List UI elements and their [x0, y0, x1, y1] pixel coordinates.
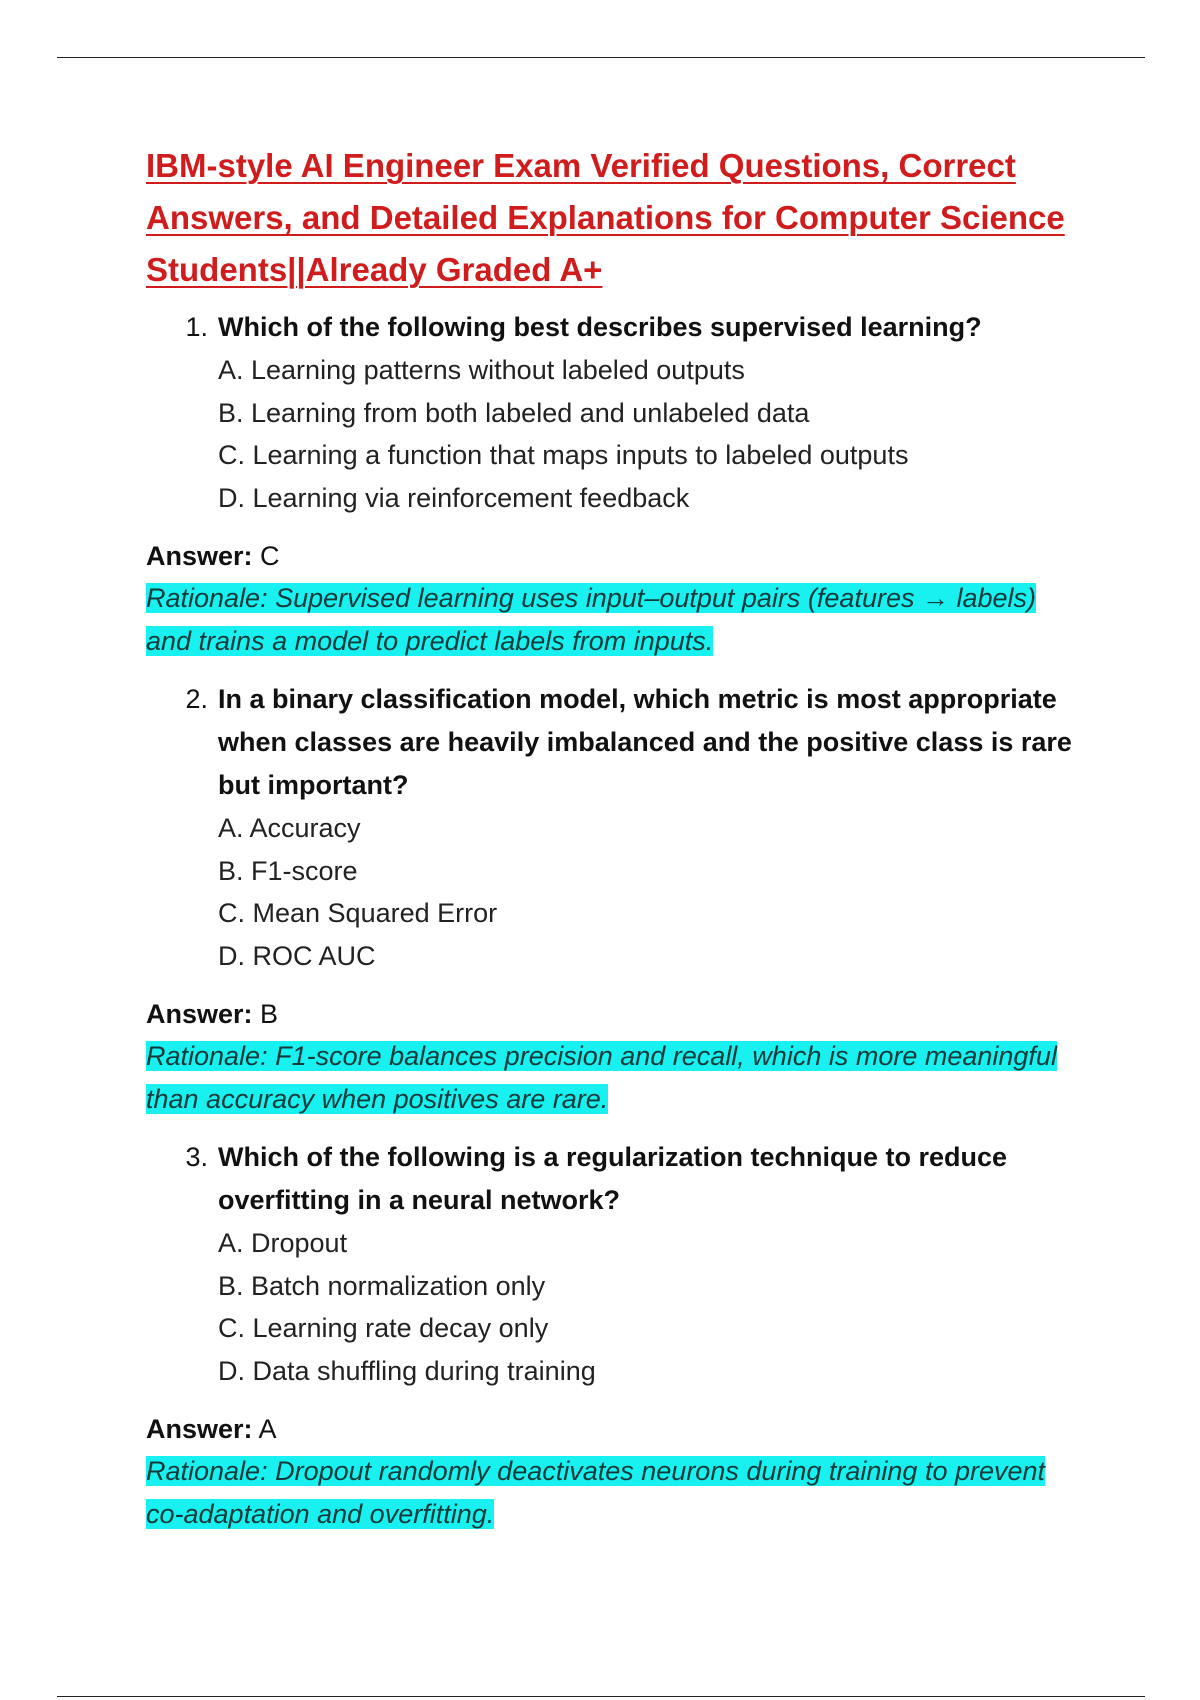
rationale-text: Rationale: F1-score balances precision and recall, which is more meaningful than accuracy when positives are rare.	[146, 1041, 1057, 1114]
option-c: C. Mean Squared Error	[218, 898, 498, 928]
rationale-3	[146, 1450, 1076, 1535]
answer-value: A	[258, 1414, 277, 1444]
option-b: B. Learning from both labeled and unlabeled data	[218, 397, 810, 428]
option-c: C. Learning rate decay only	[218, 1313, 549, 1343]
question-body	[218, 678, 1076, 977]
option-a: A. Learning patterns without labeled outputs	[218, 355, 745, 385]
question-2	[146, 678, 1076, 977]
rationale-text: Rationale: Supervised learning uses input–output pairs (features → labels) and trains a model to predict labels from inputs.	[146, 583, 1037, 656]
option-b: B. F1-score	[218, 855, 358, 886]
footer-rule	[57, 1696, 1145, 1697]
option-a: A. Dropout	[218, 1228, 348, 1258]
option-b: B. Batch normalization only	[218, 1270, 546, 1301]
document-title: IBM-style AI Engineer Exam Verified Questions, Correct Answers, and Detailed Explanations for Computer Science Students||Already Graded A+	[146, 147, 1065, 288]
answer-value: C	[260, 541, 280, 571]
answer-label: Answer:	[146, 1414, 253, 1444]
answer-2	[146, 993, 1076, 1035]
question-text: Which of the following best describes supervised learning?	[218, 312, 982, 342]
question-1	[146, 306, 1076, 519]
options-list	[218, 349, 1076, 519]
answer-value: B	[260, 999, 279, 1029]
question-number: 2.	[185, 684, 208, 714]
option-d: D. ROC AUC	[218, 940, 376, 971]
question-body	[218, 1136, 1076, 1392]
question-body	[218, 306, 1076, 519]
question-text: In a binary classification model, which metric is most appropriate when classes are heavily imbalanced and the positive class is rare but important?	[218, 684, 1072, 800]
question-number: 1.	[185, 312, 208, 342]
question-text: Which of the following is a regularization technique to reduce overfitting in a neural network?	[218, 1142, 1008, 1215]
options-list	[218, 1222, 1076, 1392]
question-number: 3.	[185, 1142, 208, 1172]
options-list	[218, 807, 1076, 977]
answer-label: Answer:	[146, 999, 253, 1029]
document-page	[146, 140, 1076, 1551]
option-a: A. Accuracy	[218, 813, 361, 843]
answer-label: Answer:	[146, 541, 253, 571]
header-rule	[57, 57, 1145, 58]
rationale-1	[146, 577, 1076, 662]
option-d: D. Learning via reinforcement feedback	[218, 482, 690, 513]
option-c: C. Learning a function that maps inputs to labeled outputs	[218, 440, 909, 470]
rationale-2	[146, 1035, 1076, 1120]
answer-3	[146, 1408, 1076, 1450]
question-3	[146, 1136, 1076, 1392]
option-d: D. Data shuffling during training	[218, 1355, 596, 1386]
answer-1	[146, 535, 1076, 577]
rationale-text: Rationale: Dropout randomly deactivates neurons during training to prevent co-adaptation and overfitting.	[146, 1456, 1046, 1529]
